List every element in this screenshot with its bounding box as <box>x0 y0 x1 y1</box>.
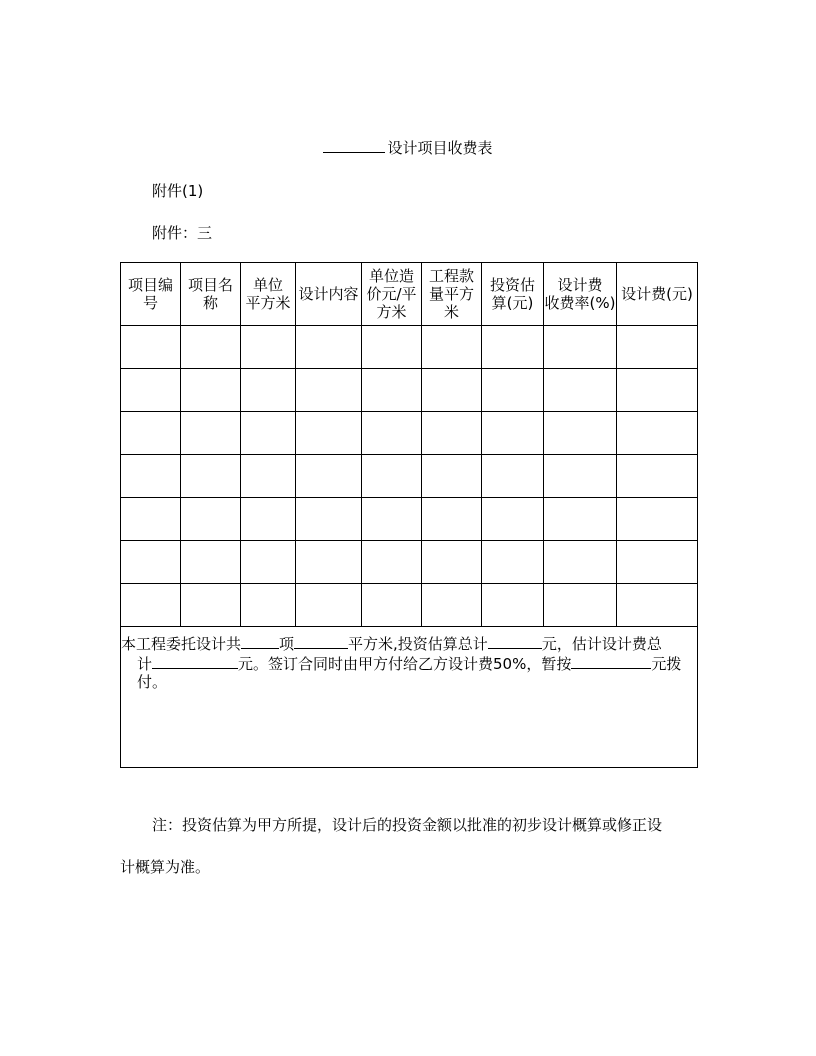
summary-text: 元拨 <box>651 655 682 673</box>
blank-field <box>152 653 238 669</box>
table-row <box>121 498 698 541</box>
table-cell <box>121 455 181 498</box>
table-row <box>121 369 698 412</box>
column-header <box>482 263 544 326</box>
column-header-line: 工程款 <box>428 267 474 285</box>
table-cell <box>422 498 482 541</box>
table-cell <box>544 369 617 412</box>
column-header-line: 项目名 <box>187 276 233 294</box>
table-cell <box>121 584 181 627</box>
blank-field <box>241 633 279 649</box>
table-cell <box>617 326 698 369</box>
column-header-line: 设计费(元) <box>621 285 693 303</box>
table-cell <box>544 412 617 455</box>
summary-text: 元，估计设计费总 <box>541 635 662 653</box>
column-header-line: 号 <box>142 294 158 312</box>
attachment-1: 附件(1) <box>152 182 204 200</box>
table-cell <box>544 584 617 627</box>
table-cell <box>617 455 698 498</box>
summary-text: 本工程委托设计共 <box>121 635 242 653</box>
table-row <box>121 326 698 369</box>
table-cell <box>422 584 482 627</box>
attachment-2: 附件：三 <box>152 224 213 242</box>
table-cell <box>544 498 617 541</box>
column-header-line: 量平方 <box>428 285 474 303</box>
table-cell <box>181 541 241 584</box>
table-cell <box>241 326 296 369</box>
table-cell <box>241 584 296 627</box>
note-line-2: 计概算为准。 <box>120 858 211 876</box>
blank-field <box>571 653 651 669</box>
table-cell <box>121 498 181 541</box>
column-header <box>121 263 181 326</box>
table-cell <box>181 369 241 412</box>
document-title <box>0 137 816 158</box>
column-header-line: 方米 <box>376 303 407 321</box>
table-cell <box>617 584 698 627</box>
table-body <box>121 326 698 768</box>
table-cell <box>422 455 482 498</box>
table-cell <box>482 369 544 412</box>
table-cell <box>617 541 698 584</box>
column-header-line: 米 <box>443 303 459 321</box>
column-header-line: 设计费 <box>557 276 603 294</box>
table-cell <box>241 412 296 455</box>
table-cell <box>181 326 241 369</box>
table-cell <box>544 326 617 369</box>
title-blank-line <box>323 138 385 153</box>
table-row <box>121 541 698 584</box>
summary-text: 计 <box>137 655 153 673</box>
table-cell <box>362 455 422 498</box>
table-cell <box>121 369 181 412</box>
table-cell <box>296 584 362 627</box>
summary-text: 项 <box>279 635 295 653</box>
summary-line-3: 付。 <box>137 673 168 691</box>
table-cell <box>362 369 422 412</box>
column-header-line: 单位造 <box>368 267 414 285</box>
table-cell <box>617 412 698 455</box>
table-cell <box>241 541 296 584</box>
table-row <box>121 455 698 498</box>
summary-line-2 <box>121 653 697 673</box>
column-header <box>362 263 422 326</box>
summary-cell <box>121 627 698 768</box>
column-header-line: 平方米 <box>245 294 291 312</box>
column-header-line: 收费率(%) <box>544 294 616 312</box>
column-header <box>241 263 296 326</box>
column-header <box>544 263 617 326</box>
note-line-1: 注：投资估算为甲方所提，设计后的投资金额以批准的初步设计概算或修正设 <box>152 816 663 834</box>
table-cell <box>296 498 362 541</box>
table-cell <box>482 455 544 498</box>
table-cell <box>617 369 698 412</box>
table-cell <box>241 369 296 412</box>
column-header-line: 算(元) <box>491 294 534 312</box>
blank-field <box>294 633 348 649</box>
table-header-row <box>121 263 698 326</box>
table-cell <box>544 541 617 584</box>
table-cell <box>296 326 362 369</box>
table-cell <box>362 541 422 584</box>
column-header-line: 设计内容 <box>298 285 359 303</box>
column-header <box>181 263 241 326</box>
table-row <box>121 584 698 627</box>
table-cell <box>181 584 241 627</box>
table-cell <box>617 498 698 541</box>
table-cell <box>181 498 241 541</box>
title-text: 设计项目收费表 <box>387 139 493 157</box>
column-header <box>296 263 362 326</box>
table-cell <box>121 326 181 369</box>
column-header-line: 项目编 <box>127 276 173 294</box>
table-cell <box>241 455 296 498</box>
column-header-line: 称 <box>202 294 218 312</box>
note <box>120 804 697 888</box>
column-header-line: 单位 <box>252 276 283 294</box>
summary-line-1 <box>121 633 697 653</box>
column-header <box>617 263 698 326</box>
table-cell <box>482 498 544 541</box>
table-cell <box>121 412 181 455</box>
table-cell <box>362 498 422 541</box>
table-cell <box>296 541 362 584</box>
table-cell <box>296 369 362 412</box>
table-cell <box>482 541 544 584</box>
table-cell <box>422 412 482 455</box>
summary-text: 元。签订合同时由甲方付给乙方设计费50%，暂按 <box>238 655 572 673</box>
column-header <box>422 263 482 326</box>
blank-field <box>488 633 542 649</box>
table-row <box>121 412 698 455</box>
table-cell <box>422 369 482 412</box>
column-header-line: 投资估 <box>489 276 535 294</box>
table-cell <box>362 412 422 455</box>
table-cell <box>422 541 482 584</box>
table-cell <box>181 412 241 455</box>
table-cell <box>362 326 422 369</box>
table-cell <box>422 326 482 369</box>
table-cell <box>296 455 362 498</box>
table-cell <box>296 412 362 455</box>
table-cell <box>544 455 617 498</box>
table-cell <box>362 584 422 627</box>
table-cell <box>121 541 181 584</box>
column-header-line: 价元/平 <box>366 285 417 303</box>
table-cell <box>181 455 241 498</box>
table-cell <box>482 412 544 455</box>
table-cell <box>241 498 296 541</box>
table-cell <box>482 584 544 627</box>
summary-text: 平方米,投资估算总计 <box>348 635 488 653</box>
summary-row <box>121 627 698 768</box>
fee-table <box>120 262 698 768</box>
table-cell <box>482 326 544 369</box>
